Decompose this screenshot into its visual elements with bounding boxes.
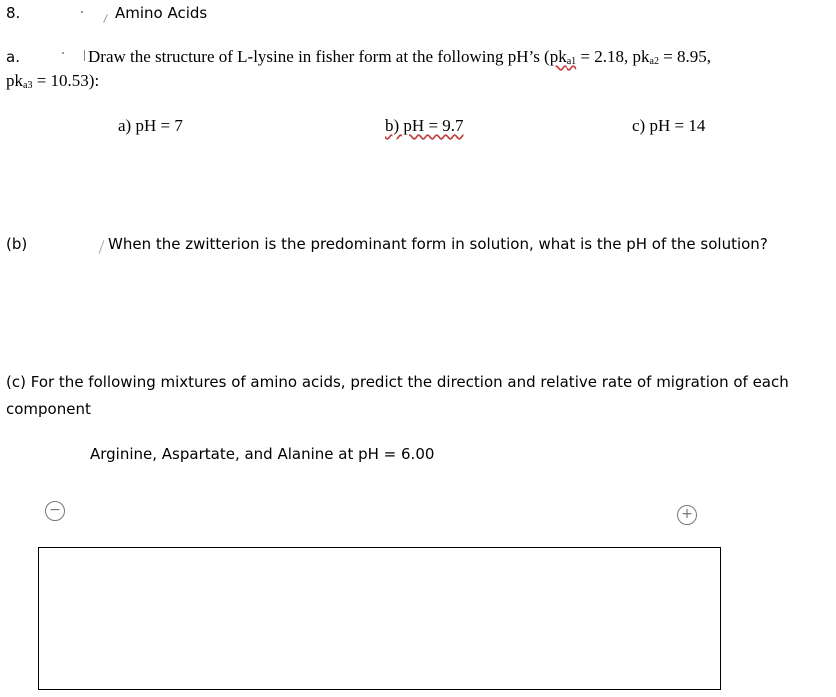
stray-mark [84,50,85,61]
part-a-prompt: Draw the structure of L-lysine in fisher form at the following pH’s ($pk_{a1} = 2.18$, $pk_{a2} = 8.95$, [88,47,712,67]
part-b-label: (b) [6,235,28,253]
part-a-prompt-cont: $pk_{a3} = 10.53$): [6,71,100,91]
stray-mark [103,14,108,23]
part-c-question: (c) For the following mixtures of amino acids, predict the direction and relative rate of migration of each [6,373,789,391]
part-b-question: When the zwitterion is the predominant form in solution, what is the pH of the solution? [108,235,768,253]
option-b-ph9-7: b) pH = 9.7 [385,116,464,135]
option-c-ph14: c) pH = 14 [632,116,706,135]
positive-electrode-icon: + [677,505,697,525]
answer-box[interactable] [38,547,721,690]
stray-mark [62,52,64,54]
negative-electrode-icon: − [45,501,65,521]
question-number: 8. [6,4,21,22]
part-a-label: a. [6,48,20,66]
section-title: Amino Acids [115,4,208,22]
mixture-text: Arginine, Aspartate, and Alanine at pH = 6.00 [90,445,435,463]
part-c-question-cont: component [6,400,91,418]
option-a-ph7: a) pH = 7 [118,116,183,135]
stray-mark [99,240,105,253]
stray-mark [81,11,83,13]
